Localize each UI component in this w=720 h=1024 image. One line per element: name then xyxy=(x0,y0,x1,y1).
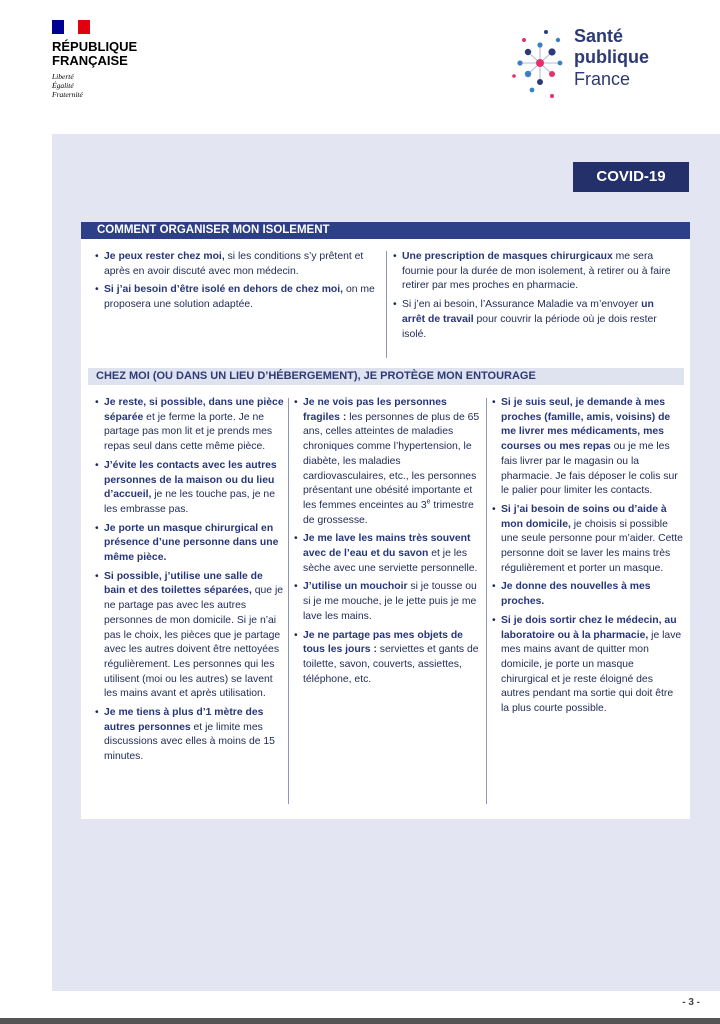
section2-col1-item: • Si possible, j’utilise une salle de bain et des toilettes séparées, que je ne partage pas avec les autres personnes de mon domicile. Si je n’ai pas le choix, les pièces que je partage avec les autres doivent être nettoyées régulièrement. Les personnes qui les utilisent (moi ou les autres) se lavent les mains avant et après utilisation. xyxy=(95,570,285,702)
section1-right-column xyxy=(393,250,678,346)
section2-col3-item: • Je donne des nouvelles à mes proches. xyxy=(492,580,684,609)
section2-col3-item: • Si j’ai besoin de soins ou d’aide à mon domicile, je choisis si possible une seule personne pour m’aider. Cette personne doit se laver les mains très régulièrement et porter un masque. xyxy=(492,503,684,577)
section2-divider-2 xyxy=(486,398,487,804)
section2-col1-item: • J’évite les contacts avec les autres personnes de la maison ou du lieu d’accueil, je ne les touche pas, je ne les embrasse pas. xyxy=(95,459,285,518)
section2-divider-1 xyxy=(288,398,289,804)
spf-line2: publique xyxy=(574,47,649,67)
section2-col3-item: • Si je dois sortir chez le médecin, au laboratoire ou à la pharmacie, je lave mes mains avant de quitter mon domicile, je porte un masque chirurgical et je reste éloigné des autres pendant ma sortie qui doit être la plus courte possible. xyxy=(492,614,684,717)
marianne-flag-icon xyxy=(52,20,90,34)
section1-right-item: • Une prescription de masques chirurgicaux me sera fournie pour la durée de mon isolement, à retirer ou à faire retirer par mes proches en pharmacie. xyxy=(393,250,678,294)
section2-col2-item: • Je me lave les mains très souvent avec de l’eau et du savon et je les sèche avec une serviette personnelle. xyxy=(294,532,482,576)
section2-column-2 xyxy=(294,396,482,691)
section1-left-item: • Si j’ai besoin d’être isolé en dehors de chez moi, on me proposera une solution adaptée. xyxy=(95,283,380,312)
section2-col2-item: • Je ne partage pas mes objets de tous les jours : serviettes et gants de toilette, savon, couverts, assiettes, téléphone, etc. xyxy=(294,629,482,688)
section2-col3-item: • Si je suis seul, je demande à mes proches (famille, amis, voisins) de me livrer mes médicaments, mes courses ou mes repas ou je me les fais livrer par le magasin ou la pharmacie. Je fais déposer le colis sur le palier pour limiter les contacts. xyxy=(492,396,684,499)
section2-col2-item: • J’utilise un mouchoir si je tousse ou si je me mouche, je le jette puis je me lave les mains. xyxy=(294,580,482,624)
section2-col1-item: • Je reste, si possible, dans une pièce séparée et je ferme la porte. Je ne partage pas mon lit et je prends mes repas seul dans cette même pièce. xyxy=(95,396,285,455)
page-number: - 3 - xyxy=(682,997,700,1008)
rf-name-line1: RÉPUBLIQUE xyxy=(52,39,138,54)
rf-motto xyxy=(52,72,83,99)
section2-column-1 xyxy=(95,396,285,769)
section2-title: CHEZ MOI (OU DANS UN LIEU D’HÉBERGEMENT), JE PROTÈGE MON ENTOURAGE xyxy=(88,368,684,385)
section2-col2-item: • Je ne vois pas les personnes fragiles : les personnes de plus de 65 ans, celles atteintes de maladies chroniques comme l’hypertension, le diabète, les maladies cardiovasculaires, etc., les personnes présentant une obésité importante et les femmes enceintes au 3e trimestre de grossesse. xyxy=(294,396,482,528)
rf-motto-1: Liberté xyxy=(52,72,74,81)
section2-col1-item: • Je porte un masque chirurgical en présence d’une personne dans une même pièce. xyxy=(95,522,285,566)
section1-left-column xyxy=(95,250,380,317)
section2-column-3 xyxy=(492,396,684,721)
covid-badge: COVID-19 xyxy=(573,162,689,192)
rf-name xyxy=(52,40,137,68)
spf-line3: France xyxy=(574,69,631,89)
section2-col1-item: • Je me tiens à plus d’1 mètre des autres personnes et je limite mes discussions avec elles à moins de 15 minutes. xyxy=(95,706,285,765)
section1-divider xyxy=(386,251,387,358)
rf-motto-3: Fraternité xyxy=(52,90,83,99)
sante-publique-france-logo xyxy=(510,18,680,108)
spf-dots-icon xyxy=(510,18,570,108)
spf-line1: Santé xyxy=(574,26,624,46)
section1-title: COMMENT ORGANISER MON ISOLEMENT xyxy=(81,222,690,239)
section1-right-item: • Si j’en ai besoin, l’Assurance Maladie va m’envoyer un arrêt de travail pour couvrir la période où je dois rester isolé. xyxy=(393,298,678,342)
rf-name-line2: FRANÇAISE xyxy=(52,53,128,68)
rf-motto-2: Égalité xyxy=(52,81,74,90)
section1-left-item: • Je peux rester chez moi, si les conditions s’y prêtent et après en avoir discuté avec mon médecin. xyxy=(95,250,380,279)
bottom-bar xyxy=(0,1018,720,1024)
